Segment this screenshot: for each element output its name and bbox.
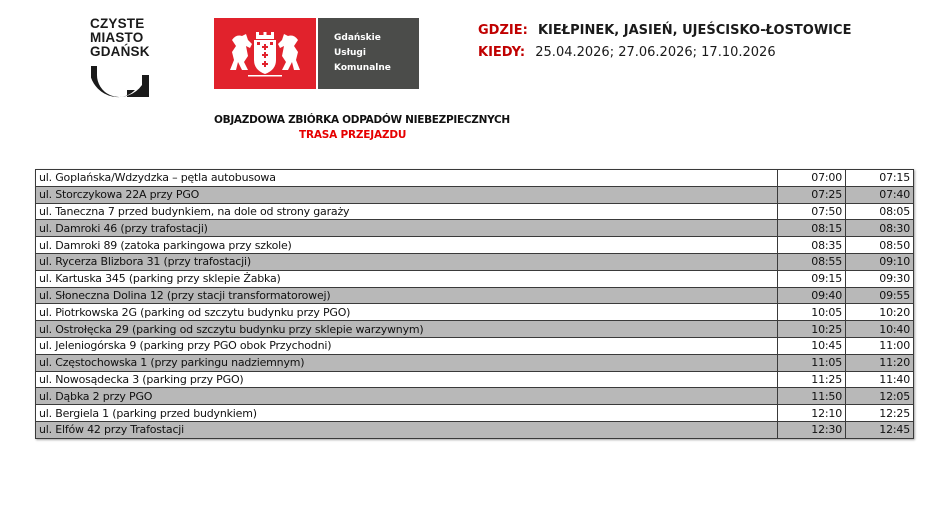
table-row (36, 203, 914, 220)
start-time-cell: 11:25 (778, 371, 846, 388)
table-row (36, 321, 914, 338)
location-cell: ul. Dąbka 2 przy PGO (36, 388, 778, 405)
end-time-cell: 09:30 (846, 270, 914, 287)
start-time-cell: 08:35 (778, 237, 846, 254)
end-time-cell: 12:25 (846, 405, 914, 422)
location-cell: ul. Częstochowska 1 (przy parkingu nadziemnym) (36, 354, 778, 371)
start-time-cell: 11:05 (778, 354, 846, 371)
table-row (36, 421, 914, 438)
company-name-panel (318, 18, 419, 89)
end-time-cell: 08:30 (846, 220, 914, 237)
table-row (36, 270, 914, 287)
end-time-cell: 10:20 (846, 304, 914, 321)
end-time-cell: 07:40 (846, 186, 914, 203)
end-time-cell: 11:20 (846, 354, 914, 371)
table-row (36, 186, 914, 203)
g-arrow-icon (91, 66, 153, 100)
gdzie-label: GDZIE: (478, 23, 528, 38)
route-table-body (36, 170, 914, 439)
kiedy-value: 25.04.2026; 27.06.2026; 17.10.2026 (535, 45, 776, 60)
document-title (214, 114, 510, 141)
end-time-cell: 09:10 (846, 253, 914, 270)
start-time-cell: 08:55 (778, 253, 846, 270)
table-row (36, 388, 914, 405)
start-time-cell: 09:15 (778, 270, 846, 287)
start-time-cell: 07:25 (778, 186, 846, 203)
company-name-line-3: Komunalne (334, 63, 391, 73)
table-row (36, 337, 914, 354)
kiedy-label: KIEDY: (478, 45, 526, 60)
page-title: OBJAZDOWA ZBIÓRKA ODPADÓW NIEBEZPIECZNYCH (214, 114, 510, 126)
start-time-cell: 07:50 (778, 203, 846, 220)
location-cell: ul. Jeleniogórska 9 (parking przy PGO obok Przychodni) (36, 337, 778, 354)
end-time-cell: 12:45 (846, 421, 914, 438)
location-cell: ul. Bergiela 1 (parking przed budynkiem) (36, 405, 778, 422)
location-info (478, 20, 851, 42)
location-cell: ul. Piotrkowska 2G (parking od szczytu budynku przy PGO) (36, 304, 778, 321)
gdzie-value: KIEŁPINEK, JASIEŃ, UJEŚCISKO-ŁOSTOWICE (537, 23, 852, 38)
date-info (478, 42, 851, 64)
end-time-cell: 11:00 (846, 337, 914, 354)
location-cell: ul. Nowosądecka 3 (parking przy PGO) (36, 371, 778, 388)
end-time-cell: 12:05 (846, 388, 914, 405)
table-row (36, 220, 914, 237)
table-row (36, 287, 914, 304)
company-name-line-1: Gdańskie (334, 33, 381, 43)
location-cell: ul. Słoneczna Dolina 12 (przy stacji transformatorowej) (36, 287, 778, 304)
start-time-cell: 07:00 (778, 170, 846, 187)
end-time-cell: 07:15 (846, 170, 914, 187)
location-cell: ul. Ostrołęcka 29 (parking od szczytu budynku przy sklepie warzywnym) (36, 321, 778, 338)
end-time-cell: 08:50 (846, 237, 914, 254)
gdansk-coat-of-arms-icon (226, 30, 304, 78)
start-time-cell: 08:15 (778, 220, 846, 237)
location-cell: ul. Goplańska/Wdzydzka – pętla autobusowa (36, 170, 778, 187)
location-cell: ul. Damroki 46 (przy trafostacji) (36, 220, 778, 237)
end-time-cell: 08:05 (846, 203, 914, 220)
logo-line-1: CZYSTE (90, 16, 145, 31)
location-cell: ul. Elfów 42 przy Trafostacji (36, 421, 778, 438)
table-row (36, 405, 914, 422)
start-time-cell: 12:30 (778, 421, 846, 438)
start-time-cell: 11:50 (778, 388, 846, 405)
end-time-cell: 09:55 (846, 287, 914, 304)
start-time-cell: 10:45 (778, 337, 846, 354)
end-time-cell: 10:40 (846, 321, 914, 338)
start-time-cell: 10:05 (778, 304, 846, 321)
czyste-miasto-gdansk-logo (90, 17, 160, 59)
event-info (478, 20, 851, 64)
logo-line-2: MIASTO (90, 30, 144, 45)
location-cell: ul. Damroki 89 (zatoka parkingowa przy szkole) (36, 237, 778, 254)
coat-of-arms-panel (214, 18, 316, 89)
company-name-line-2: Usługi (334, 48, 366, 58)
table-row (36, 237, 914, 254)
start-time-cell: 12:10 (778, 405, 846, 422)
table-row (36, 253, 914, 270)
page-subtitle: TRASA PRZEJAZDU (299, 129, 407, 141)
location-cell: ul. Taneczna 7 przed budynkiem, na dole od strony garaży (36, 203, 778, 220)
location-cell: ul. Storczykowa 22A przy PGO (36, 186, 778, 203)
table-row (36, 304, 914, 321)
route-schedule-table (35, 169, 914, 439)
location-cell: ul. Kartuska 345 (parking przy sklepie Żabka) (36, 270, 778, 287)
start-time-cell: 10:25 (778, 321, 846, 338)
location-cell: ul. Rycerza Blizbora 31 (przy trafostacji) (36, 253, 778, 270)
end-time-cell: 11:40 (846, 371, 914, 388)
start-time-cell: 09:40 (778, 287, 846, 304)
table-row (36, 354, 914, 371)
logo-line-3: GDAŃSK (90, 44, 150, 59)
table-row (36, 170, 914, 187)
gdanskie-uslugi-komunalne-logo (214, 18, 419, 89)
table-row (36, 371, 914, 388)
